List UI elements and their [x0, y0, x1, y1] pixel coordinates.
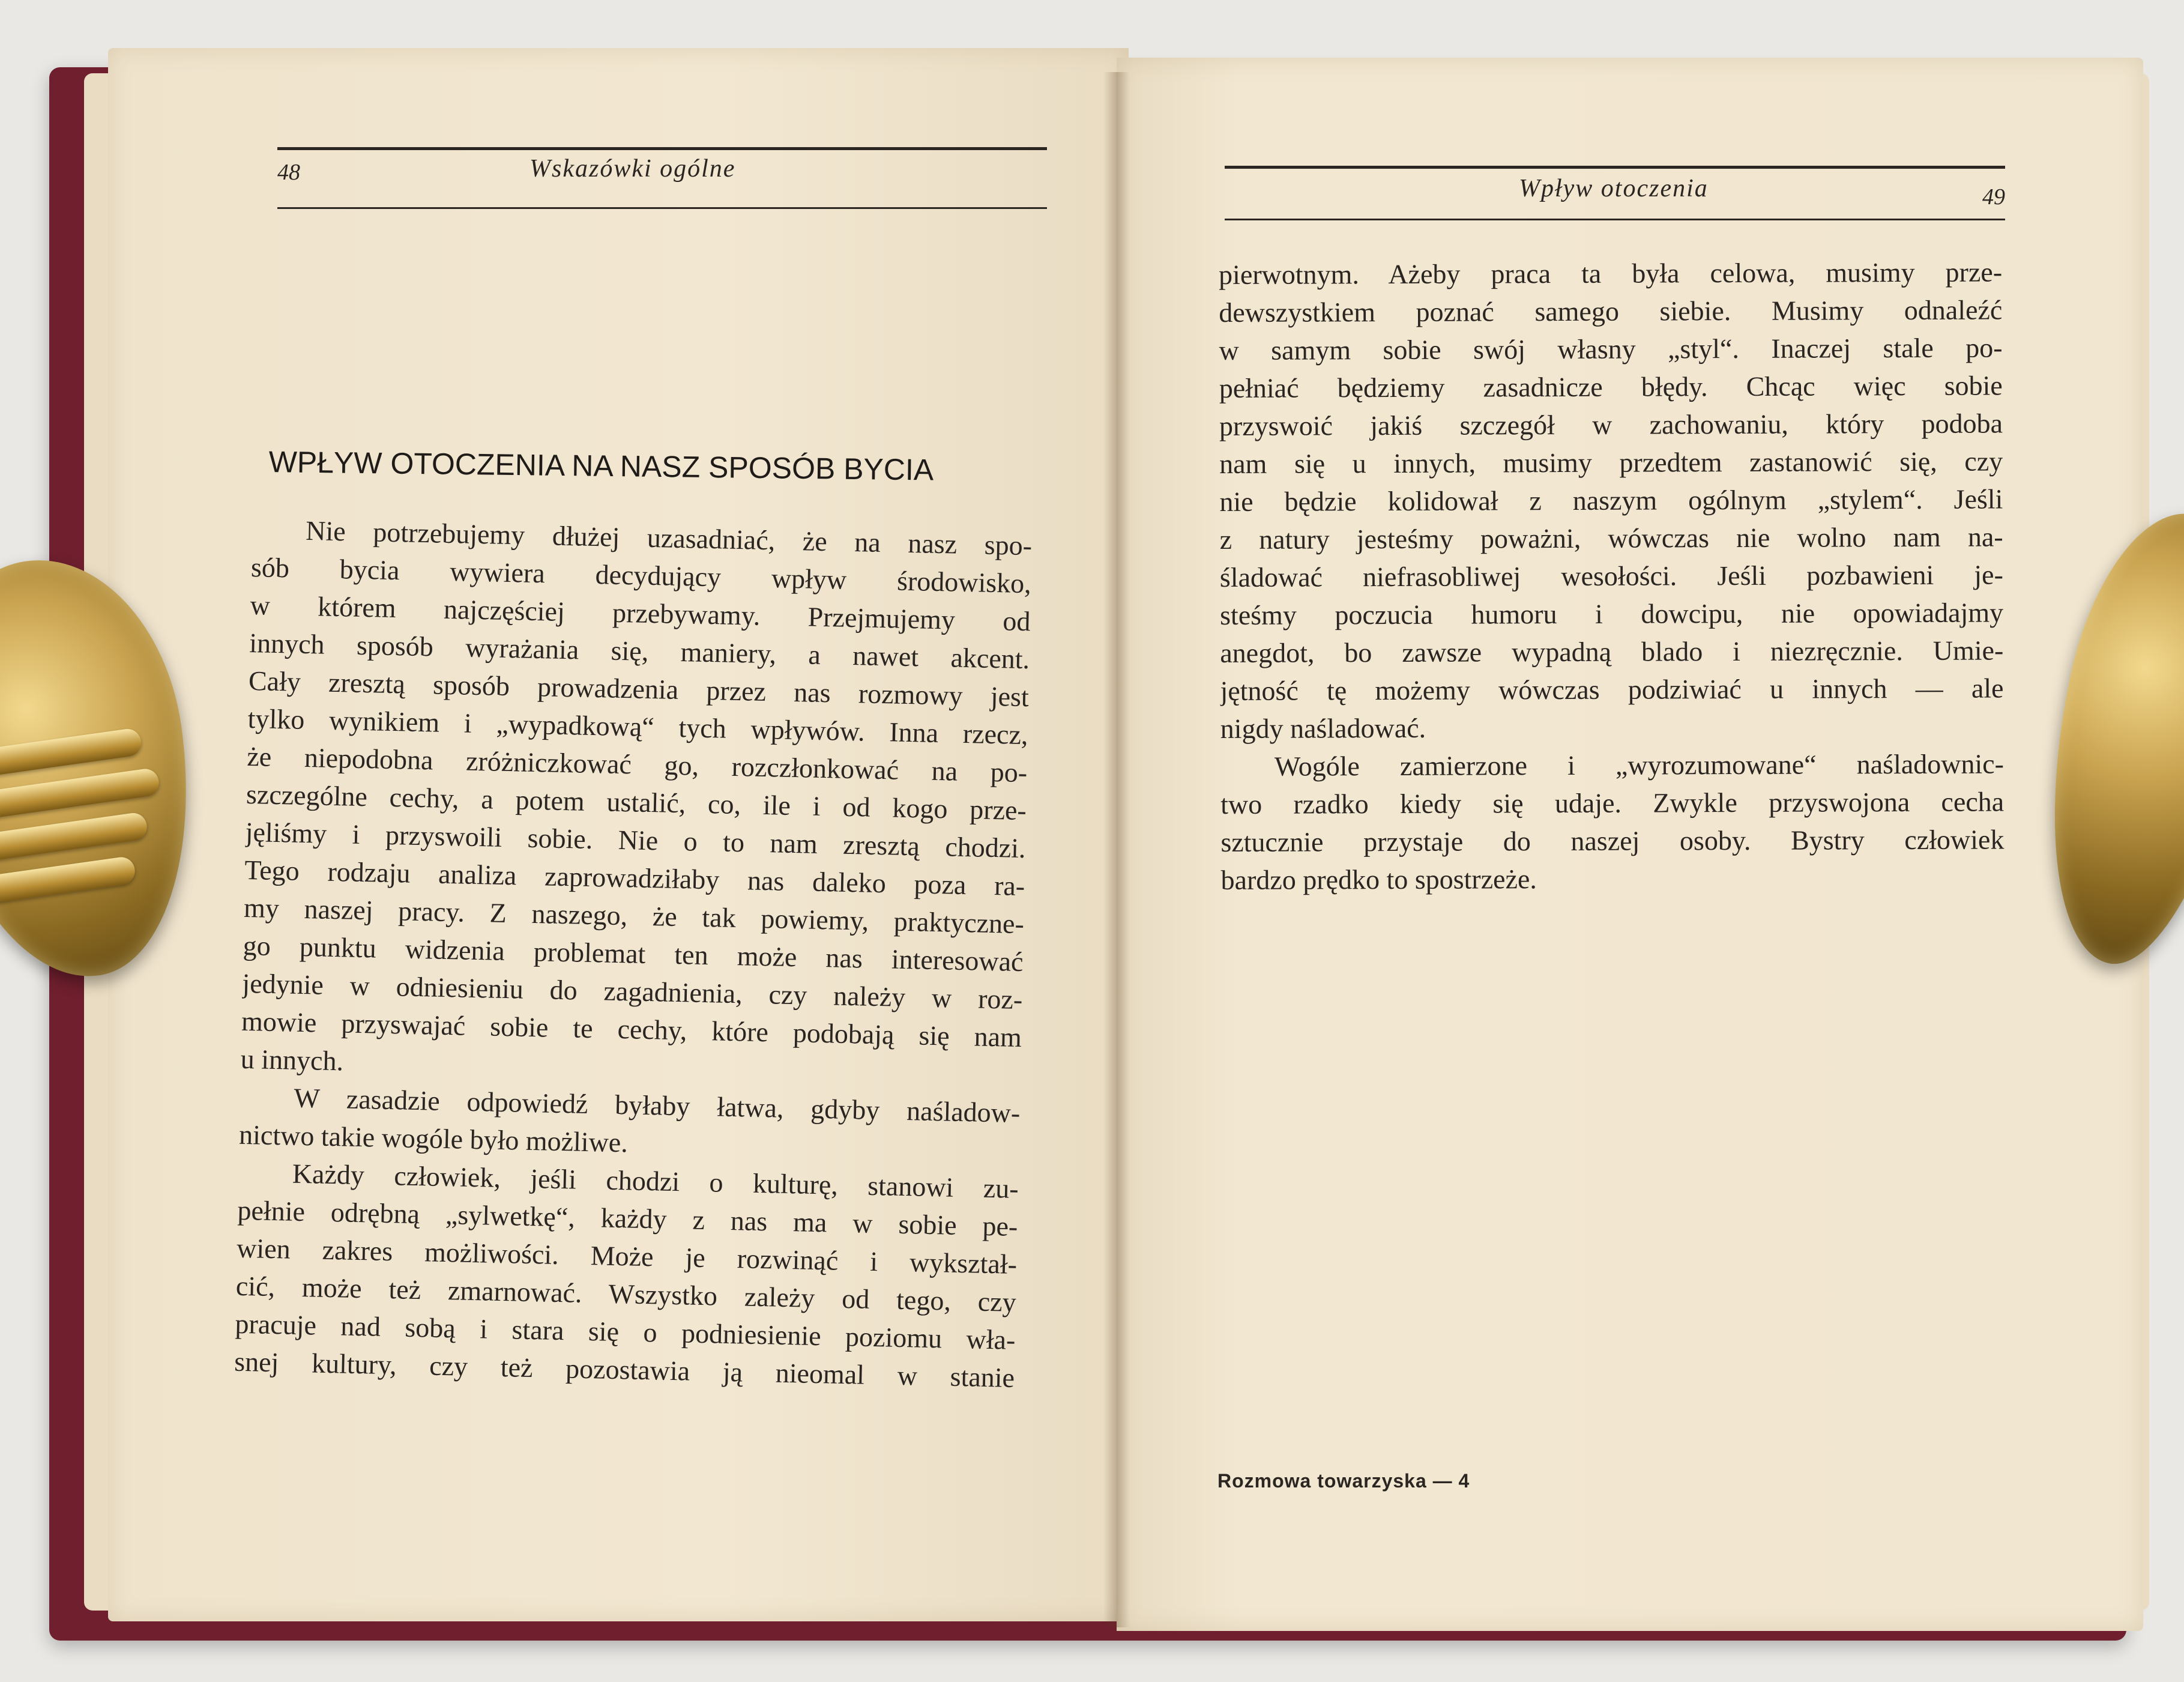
text-line: pierwotnym. Ażeby praca ta była celowa, musimy prze- [1219, 256, 2003, 290]
book-gutter [1103, 72, 1130, 1627]
left-page-number: 48 [277, 160, 300, 185]
text-line: jętność tę możemy wówczas podziwiać u innych — ale [1220, 673, 2004, 706]
text-line: pełnie odrębną „sylwetkę“, każdy z nas ma w sobie pe- [237, 1194, 1018, 1242]
right-page-header [1225, 166, 2005, 229]
right-running-title: Wpływ otoczenia [1519, 175, 1709, 202]
text-line: nictwo takie wogóle było możliwe. [238, 1119, 629, 1158]
text-line: z natury jesteśmy poważni, wówczas nie wolno nam na- [1219, 521, 2003, 555]
text-line: sób bycia wywiera decydujący wpływ środowisko, [250, 551, 1032, 599]
text-line: go punktu widzenia problemat ten może nas interesować [243, 930, 1024, 978]
text-line: steśmy poczucia humoru i dowcipu, nie opowiadajmy [1220, 597, 2004, 631]
header-rule-bottom [1225, 219, 2005, 220]
text-line: jedynie w odniesieniu do zagadnienia, czy należy w roz- [241, 967, 1023, 1015]
text-line: bardzo prędko to spostrzeże. [1220, 864, 1537, 895]
text-line: Tego rodzaju analiza zaprowadziłaby nas daleko poza ra- [244, 854, 1025, 902]
right-page-body [1219, 253, 2005, 899]
text-line: nam się u innych, musimy przedtem zastanowić się, czy [1219, 446, 2003, 479]
text-line: sztucznie przystaje do naszej osoby. Bystry człowiek [1220, 824, 2005, 858]
text-line: Cały zresztą sposób prowadzenia przez nas rozmowy jest [248, 665, 1030, 713]
text-line: nigdy naśladować. [1220, 712, 1426, 744]
text-line: my naszej pracy. Z naszego, że tak powiemy, praktyczne- [243, 892, 1025, 940]
text-line: tylko wynikiem i „wypadkową“ tych wpływów. Inna rzecz, [247, 703, 1028, 751]
text-line: że niepodobna zróżniczkować go, rozczłonkować na po- [246, 740, 1028, 788]
header-rule-top [277, 147, 1047, 150]
text-line: mowie przyswajać sobie te cechy, które podobają się nam [241, 1005, 1022, 1053]
header-rule-top [1225, 166, 2005, 169]
text-line: cić, może też zmarnować. Wszystko zależy od tego, czy [235, 1270, 1017, 1317]
text-line: pracuje nad sobą i stara się o podniesienie poziomu wła- [235, 1308, 1016, 1355]
text-line: two rzadko kiedy się udaje. Zwykle przyswojona cecha [1220, 786, 2005, 820]
text-line: jęliśmy i przyswoili sobie. Nie o to nam zresztą chodzi. [245, 816, 1027, 864]
left-running-title: Wskazówki ogólne [529, 155, 736, 183]
text-line: pełniać będziemy zasadnicze błędy. Chcąc więc sobie [1219, 370, 2003, 404]
left-page-header [277, 147, 1047, 211]
text-line: w samym sobie swój własny „styl“. Inaczej stale po- [1219, 332, 2003, 366]
text-line: u innych. [240, 1043, 344, 1077]
signature-mark: Rozmowa towarzyska — 4 [1217, 1470, 1470, 1492]
text-line: innych sposób wyrażania się, maniery, a nawet akcent. [249, 627, 1030, 675]
chapter-title: WPŁYW OTOCZENIA NA NASZ SPOSÓB BYCIA [268, 444, 934, 487]
text-line: przyswoić jakiś szczegół w zachowaniu, który podoba [1219, 408, 2003, 441]
text-line: wien zakres możliwości. Może je rozwinąć i wykształ- [236, 1232, 1018, 1280]
clip-finger [0, 856, 137, 908]
left-page-body [234, 510, 1033, 1397]
text-line: anegdot, bo zawsze wypadną blado i niezręcznie. Umie- [1220, 635, 2004, 668]
text-line: Każdy człowiek, jeśli chodzi o kulturę, stanowi zu- [292, 1158, 1019, 1204]
text-line: śladować niefrasobliwej wesołości. Jeśli pozbawieni je- [1219, 559, 2003, 593]
text-line: nie będzie kolidował z naszym ogólnym „stylem“. Jeśli [1219, 483, 2003, 517]
text-line: snej kultury, czy też pozostawia ją nieomal w stanie [234, 1346, 1015, 1393]
text-line: Nie potrzebujemy dłużej uzasadniać, że na nasz spo- [305, 515, 1033, 561]
right-page-number: 49 [1982, 184, 2005, 210]
text-line: dewszystkiem poznać samego siebie. Musimy odnaleźć [1219, 294, 2003, 328]
text-line: szczególne cechy, a potem ustalić, co, ile i od kogo prze- [246, 778, 1027, 826]
header-rule-bottom [277, 207, 1047, 209]
text-line: Wogóle zamierzone i „wyrozumowane“ naśladownic- [1274, 748, 2005, 782]
text-line: w którem najczęściej przebywamy. Przejmujemy od [250, 589, 1031, 637]
text-line: W zasadzie odpowiedź byłaby łatwa, gdyby naśladow- [293, 1082, 1021, 1129]
